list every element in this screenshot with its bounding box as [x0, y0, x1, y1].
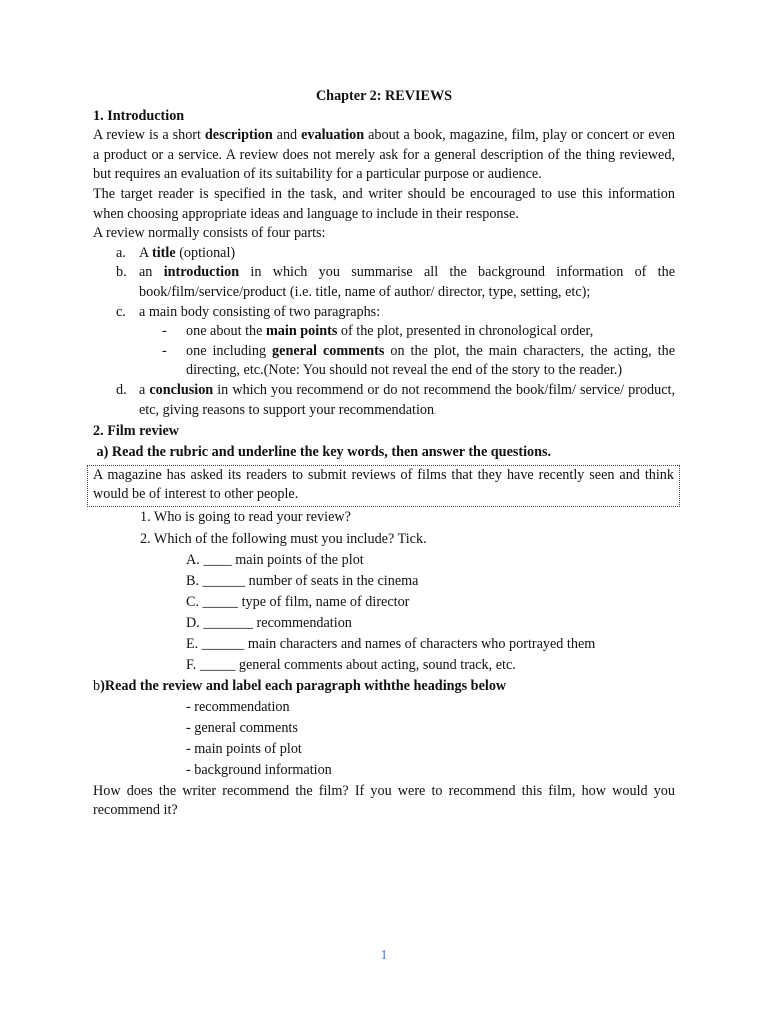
task-b-prefix: b — [93, 678, 101, 695]
list-marker: b. — [116, 264, 127, 281]
intro-p1-text-c: and — [272, 127, 302, 144]
term-conclusion: conclusion — [149, 381, 214, 398]
sublist-item-2-pre: one including — [186, 342, 273, 359]
list-item-d-pre: a — [139, 381, 150, 398]
option-b: B. ______ number of seats in the cinema — [186, 572, 419, 589]
intro-p1-text-a: A review is a short — [93, 127, 205, 144]
task-b-heading — [93, 677, 675, 697]
option-a: A. ____ main points of the plot — [186, 551, 364, 568]
list-item-d-dot: . — [434, 405, 437, 416]
heading-option-main-points: - main points of plot — [186, 740, 302, 757]
final-question: How does the writer recommend the film? If you were to recommend this film, how would you recommend it? — [93, 782, 675, 819]
heading-option-background: - background information — [186, 761, 332, 778]
term-introduction: introduction — [163, 264, 240, 281]
list-item-b-pre: an — [139, 264, 164, 281]
section-2-heading: 2. Film review — [93, 423, 180, 440]
intro-paragraph-2: The target reader is specified in the task, and writer should be encouraged to use this information when choosing appropriate ideas and language to include in their response. — [93, 185, 675, 222]
list-marker: d. — [116, 381, 127, 398]
sublist-item-2-post: on the plot, the main characters, the acting, the directing, etc.(Note: You should not reveal the end of the story to the reader.) — [186, 342, 675, 379]
option-e: E. ______ main characters and names of characters who portrayed them — [186, 636, 596, 653]
term-evaluation: evaluation — [301, 127, 365, 144]
sublist-item-1 — [93, 322, 675, 342]
option-f: F. _____ general comments about acting, sound track, etc. — [186, 657, 516, 674]
question-2: 2. Which of the following must you include? Tick. — [140, 530, 427, 547]
heading-option-general-comments: - general comments — [186, 720, 298, 736]
list-marker: a. — [116, 244, 126, 261]
chapter-title: Chapter 2: REVIEWS — [315, 88, 453, 104]
option-d: D. _______ recommendation — [186, 614, 352, 631]
list-item-d-post: in which you recommend or do not recommend the book/film/ service/ product, etc, giving reasons to support your recommendation — [139, 381, 675, 418]
sublist-item-2 — [93, 342, 675, 381]
document-page — [93, 87, 675, 821]
list-item-a — [93, 244, 675, 264]
list-item-c-text: a main body consisting of two paragraphs: — [139, 303, 381, 320]
list-item-a-pre: A — [139, 244, 153, 261]
list-item-b-post: in which you summarise all the background information of the book/film/service/product (i.e. title, name of author/ director, type, setting, etc); — [139, 264, 675, 300]
intro-paragraph-3: A review normally consists of four parts: — [93, 225, 326, 242]
list-item-b — [93, 263, 675, 302]
question-1: 1. Who is going to read your review? — [140, 509, 351, 526]
option-c: C. _____ type of film, name of director — [186, 593, 410, 610]
dash-marker: - — [162, 323, 167, 340]
dash-marker: - — [162, 342, 167, 359]
term-main-points: main points — [265, 323, 338, 340]
intro-p1-text-d: about a book, magazine, film, play or concert or even a product or a service. A review does not merely ask for a general description of the thing reviewed, but requires an evaluation of its suitability for a particular purpose or audience. — [93, 127, 675, 183]
heading-option-recommendation: - recommendation — [186, 699, 290, 716]
term-description: description — [204, 127, 273, 144]
list-marker: c. — [116, 303, 126, 320]
sublist-item-1-pre: one about the — [186, 323, 266, 340]
term-general-comments: general comments — [272, 342, 385, 359]
sublist-item-1-post: of the plot, presented in chronological order, — [337, 323, 594, 340]
list-item-c — [93, 303, 675, 323]
rubric-box: A magazine has asked its readers to submit reviews of films that they have recently seen and think would be of interest to other people. — [87, 465, 680, 507]
term-title: title — [152, 244, 176, 261]
page-number: 1 — [380, 948, 388, 963]
intro-paragraph-1 — [93, 126, 675, 185]
section-1-heading: 1. Introduction — [93, 107, 185, 124]
task-a-heading: a) Read the rubric and underline the key words, then answer the questions. — [93, 444, 552, 461]
list-item-a-post: (optional) — [175, 244, 236, 261]
task-b-heading-text: )Read the review and label each paragraph withthe headings below — [100, 678, 507, 695]
list-item-d — [93, 381, 675, 421]
